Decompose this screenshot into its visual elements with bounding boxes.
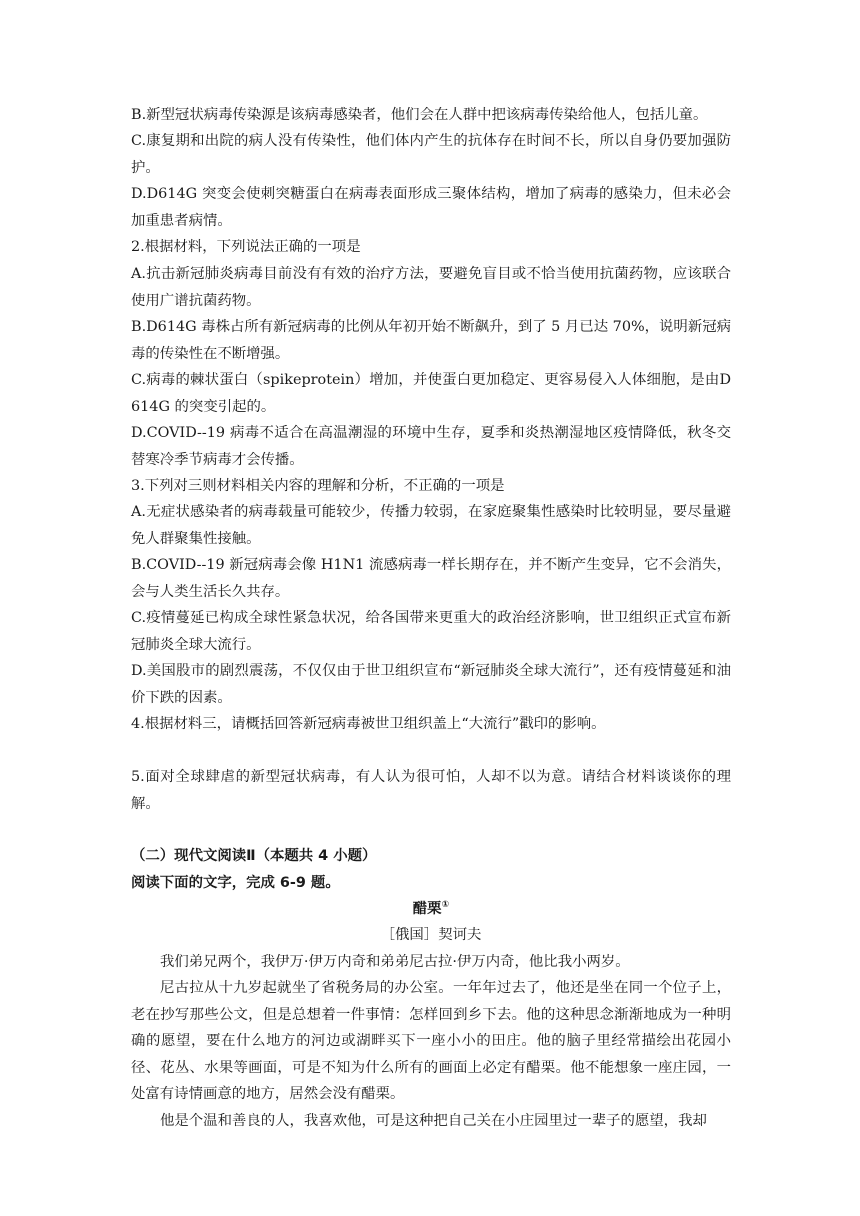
footnote-marker: ① bbox=[441, 900, 450, 911]
q2-stem: 2.根据材料，下列说法正确的一项是 bbox=[131, 239, 361, 255]
q1-option-b: B.新型冠状病毒传染源是该病毒感染者，他们会在人群中把该病毒传染给他人，包括儿童。 bbox=[131, 107, 708, 123]
q3-option-c: C.疫情蔓延已构成全球性紧急状况，给各国带来更重大的政治经济影响，世卫组织正式宣布新冠肺炎全球大流行。 bbox=[131, 610, 731, 653]
story-title-text: 醋栗 bbox=[412, 901, 442, 917]
story-paragraph: 我们弟兄两个，我伊万·伊万内奇和弟弟尼古拉·伊万内奇，他比我小两岁。 bbox=[160, 954, 630, 970]
section-heading: （二）现代文阅读Ⅱ（本题共 4 小题） bbox=[131, 848, 377, 864]
q3-option-b: B.COVID--19 新冠病毒会像 H1N1 流感病毒一样长期存在，并不断产生变异，它不会消失，会与人类生活长久共存。 bbox=[131, 557, 731, 600]
q2-option-a: A.抗击新冠肺炎病毒目前没有有效的治疗方法，要避免盲目或不恰当使用抗菌药物，应该联合使用广谱抗菌药物。 bbox=[131, 266, 731, 309]
q2-option-b: B.D614G 毒株占所有新冠病毒的比例从年初开始不断飙升，到了 5 月已达 70%，说明新冠病毒的传染性在不断增强。 bbox=[131, 319, 731, 362]
reading-instruction: 阅读下面的文字，完成 6-9 题。 bbox=[131, 875, 340, 891]
q3-option-a: A.无症状感染者的病毒载量可能较少，传播力较弱，在家庭聚集性感染时比较明显，要尽量避免人群聚集性接触。 bbox=[131, 504, 731, 547]
q3-option-d: D.美国股市的剧烈震荡，不仅仅由于世卫组织宣布“新冠肺炎全球大流行”，还有疫情蔓延和油价下跌的因素。 bbox=[131, 663, 731, 706]
q3-stem: 3.下列对三则材料相关内容的理解和分析，不正确的一项是 bbox=[131, 478, 505, 494]
question-5: 5.面对全球肆虐的新型冠状病毒，有人认为很可怕，人却不以为意。请结合材料谈谈你的理解。 bbox=[131, 769, 731, 812]
story-title bbox=[131, 896, 731, 923]
story-paragraph: 他是个温和善良的人，我喜欢他，可是这种把自己关在小庄园里过一辈子的愿望，我却 bbox=[160, 1113, 707, 1129]
q2-option-d: D.COVID--19 病毒不适合在高温潮湿的环境中生存，夏季和炎热潮湿地区疫情降低，秋冬交替寒冷季节病毒才会传播。 bbox=[131, 425, 731, 468]
q1-option-c: C.康复期和出院的病人没有传染性，他们体内产生的抗体存在时间不长，所以自身仍要加强防护。 bbox=[131, 133, 731, 176]
question-4: 4.根据材料三，请概括回答新冠病毒被世卫组织盖上“大流行”戳印的影响。 bbox=[131, 716, 606, 732]
story-author: ［俄国］契诃夫 bbox=[380, 927, 482, 943]
story-paragraph: 尼古拉从十九岁起就坐了省税务局的办公室。一年年过去了，他还是坐在同一个位子上，老在抄写那些公文，但是总想着一件事情：怎样回到乡下去。他的这种思念渐渐地成为一种明确的愿望，要在什么地方的河边或湖畔买下一座小小的田庄。他的脑子里经常描绘出花园小径、花丛、水果等画面，可是不知为什么所有的画面上必定有醋栗。他不能想象一座庄园，一处富有诗情画意的地方，居然会没有醋栗。 bbox=[131, 980, 731, 1102]
q2-option-c: C.病毒的棘状蛋白（spikeprotein）增加，并使蛋白更加稳定、更容易侵入人体细胞，是由D614G 的突变引起的。 bbox=[131, 372, 731, 415]
q1-option-d: D.D614G 突变会使刺突糖蛋白在病毒表面形成三聚体结构，增加了病毒的感染力，但未必会加重患者病情。 bbox=[131, 186, 731, 229]
